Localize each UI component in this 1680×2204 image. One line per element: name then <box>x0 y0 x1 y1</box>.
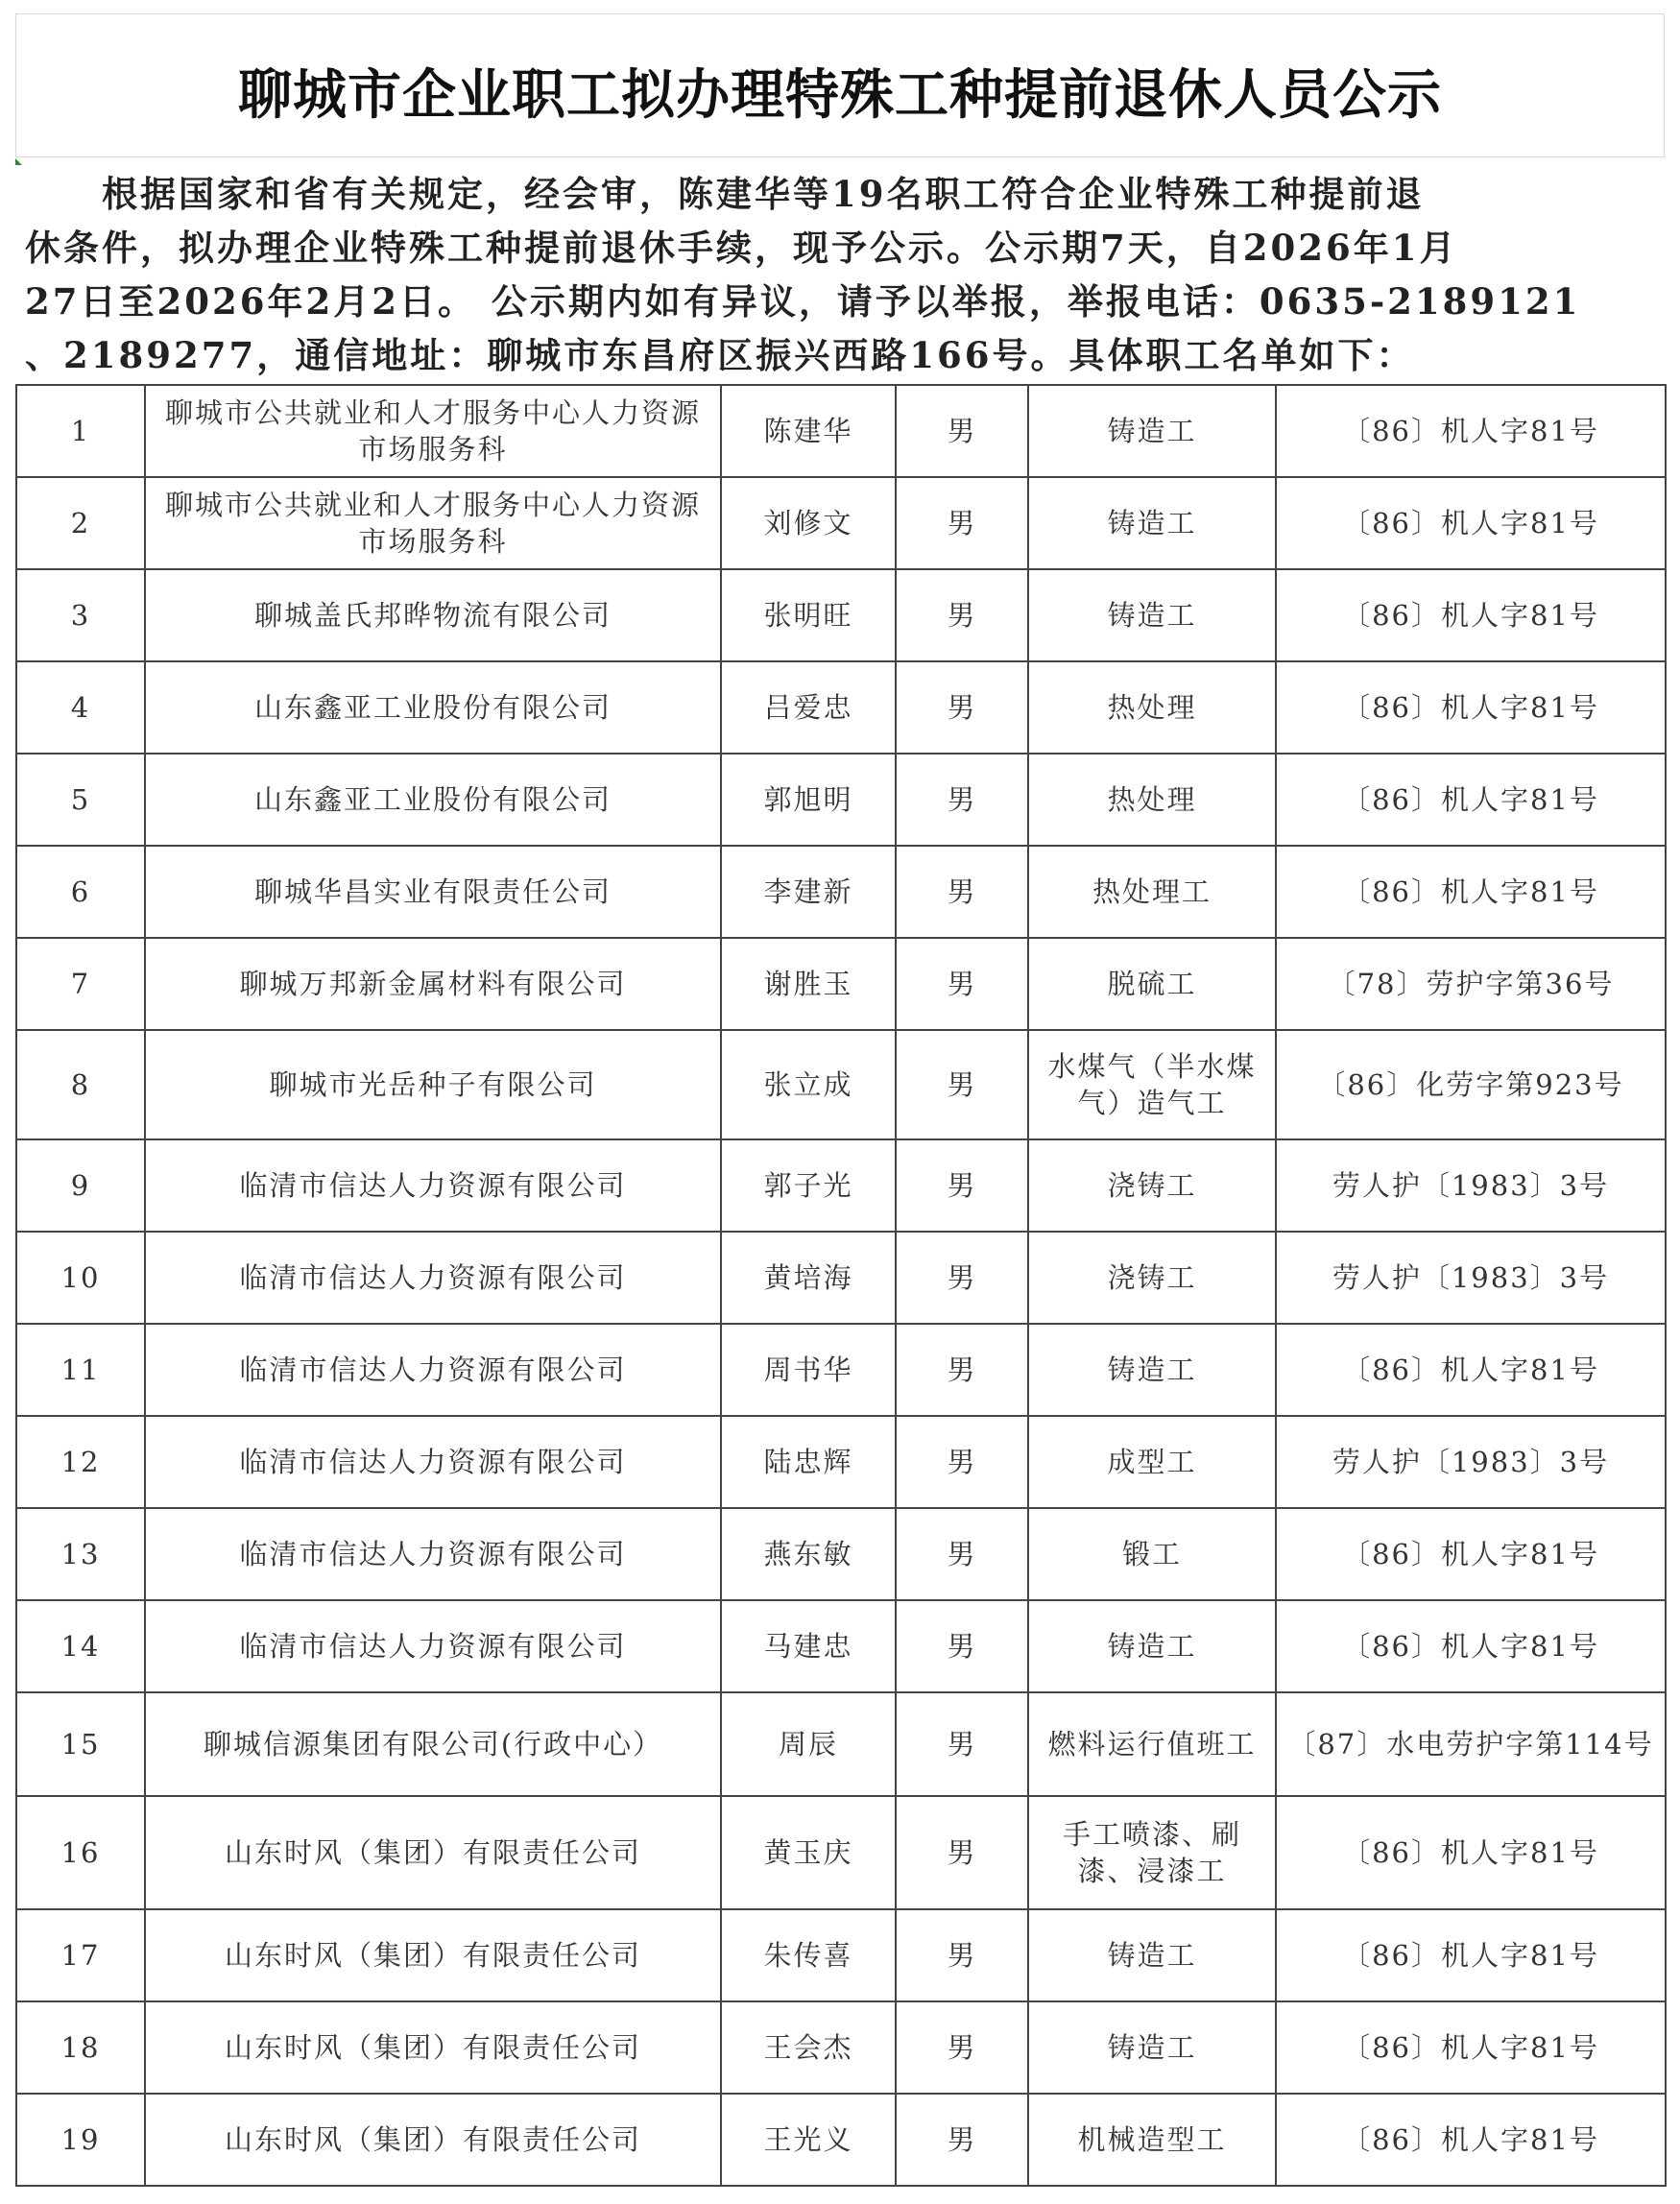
row-number: 15 <box>16 1692 145 1796</box>
policy-doc-cell: 〔86〕机人字81号 <box>1276 661 1666 754</box>
policy-doc-cell: 〔78〕劳护字第36号 <box>1276 938 1666 1030</box>
gender-cell: 男 <box>896 1909 1028 2001</box>
employer-cell: 山东时风（集团）有限责任公司 <box>145 2001 721 2094</box>
employer-cell: 聊城市公共就业和人才服务中心人力资源市场服务科 <box>145 477 721 569</box>
policy-doc-cell: 〔86〕机人字81号 <box>1276 1324 1666 1416</box>
employee-name: 黄培海 <box>721 1232 896 1324</box>
policy-doc-cell: 〔86〕机人字81号 <box>1276 1796 1666 1909</box>
job-type-cell: 脱硫工 <box>1028 938 1276 1030</box>
intro-line: 休条件，拟办理企业特殊工种提前退休手续，现予公示。公示期7天，自2026年1月 <box>25 227 1458 269</box>
gender-cell: 男 <box>896 1232 1028 1324</box>
employee-name: 王光义 <box>721 2094 896 2186</box>
gender-cell: 男 <box>896 569 1028 661</box>
gender-cell: 男 <box>896 1139 1028 1232</box>
retiree-table <box>15 384 1667 2187</box>
employer-cell: 聊城万邦新金属材料有限公司 <box>145 938 721 1030</box>
gender-cell: 男 <box>896 385 1028 477</box>
row-number: 1 <box>16 385 145 477</box>
table-row <box>16 477 1666 569</box>
employee-name: 刘修文 <box>721 477 896 569</box>
employee-name: 周辰 <box>721 1692 896 1796</box>
policy-doc-cell: 〔86〕机人字81号 <box>1276 1600 1666 1692</box>
gender-cell: 男 <box>896 1416 1028 1508</box>
employer-cell: 临清市信达人力资源有限公司 <box>145 1232 721 1324</box>
table-row <box>16 1030 1666 1139</box>
row-number: 19 <box>16 2094 145 2186</box>
employee-name: 燕东敏 <box>721 1508 896 1600</box>
employee-name: 陈建华 <box>721 385 896 477</box>
row-number: 8 <box>16 1030 145 1139</box>
row-number: 2 <box>16 477 145 569</box>
row-number: 10 <box>16 1232 145 1324</box>
policy-doc-cell: 〔86〕机人字81号 <box>1276 569 1666 661</box>
row-number: 13 <box>16 1508 145 1600</box>
gender-cell: 男 <box>896 1600 1028 1692</box>
table-row <box>16 1232 1666 1324</box>
job-type-cell: 手工喷漆、刷漆、浸漆工 <box>1028 1796 1276 1909</box>
gender-cell: 男 <box>896 1796 1028 1909</box>
table-row <box>16 1139 1666 1232</box>
job-type-cell: 铸造工 <box>1028 1909 1276 2001</box>
policy-doc-cell: 〔86〕机人字81号 <box>1276 754 1666 846</box>
job-type-cell: 热处理 <box>1028 754 1276 846</box>
table-row <box>16 754 1666 846</box>
row-number: 6 <box>16 846 145 938</box>
table-row <box>16 661 1666 754</box>
gender-cell: 男 <box>896 846 1028 938</box>
employee-name: 陆忠辉 <box>721 1416 896 1508</box>
gender-cell: 男 <box>896 754 1028 846</box>
row-number: 17 <box>16 1909 145 2001</box>
job-type-cell: 燃料运行值班工 <box>1028 1692 1276 1796</box>
job-type-cell: 成型工 <box>1028 1416 1276 1508</box>
table-row <box>16 1909 1666 2001</box>
employer-cell: 临清市信达人力资源有限公司 <box>145 1508 721 1600</box>
job-type-cell: 铸造工 <box>1028 385 1276 477</box>
intro-line: 根据国家和省有关规定，经会审，陈建华等19名职工符合企业特殊工种提前退 <box>25 173 1425 215</box>
row-number: 9 <box>16 1139 145 1232</box>
policy-doc-cell: 〔86〕机人字81号 <box>1276 477 1666 569</box>
table-row <box>16 1600 1666 1692</box>
job-type-cell: 铸造工 <box>1028 569 1276 661</box>
employee-name: 谢胜玉 <box>721 938 896 1030</box>
employer-cell: 聊城华昌实业有限责任公司 <box>145 846 721 938</box>
table-row <box>16 1692 1666 1796</box>
employee-name: 郭子光 <box>721 1139 896 1232</box>
employer-cell: 山东时风（集团）有限责任公司 <box>145 2094 721 2186</box>
gender-cell: 男 <box>896 1324 1028 1416</box>
employer-cell: 山东鑫亚工业股份有限公司 <box>145 754 721 846</box>
policy-doc-cell: 劳人护〔1983〕3号 <box>1276 1416 1666 1508</box>
table-row <box>16 1416 1666 1508</box>
policy-doc-cell: 〔86〕机人字81号 <box>1276 2001 1666 2094</box>
employee-name: 马建忠 <box>721 1600 896 1692</box>
employer-cell: 临清市信达人力资源有限公司 <box>145 1416 721 1508</box>
row-number: 3 <box>16 569 145 661</box>
table-row <box>16 385 1666 477</box>
employer-cell: 临清市信达人力资源有限公司 <box>145 1139 721 1232</box>
employee-name: 张立成 <box>721 1030 896 1139</box>
employer-cell: 聊城盖氏邦晔物流有限公司 <box>145 569 721 661</box>
table-row <box>16 569 1666 661</box>
row-number: 4 <box>16 661 145 754</box>
policy-doc-cell: 劳人护〔1983〕3号 <box>1276 1232 1666 1324</box>
job-type-cell: 水煤气（半水煤气）造气工 <box>1028 1030 1276 1139</box>
row-number: 12 <box>16 1416 145 1508</box>
employee-name: 周书华 <box>721 1324 896 1416</box>
policy-doc-cell: 〔86〕机人字81号 <box>1276 846 1666 938</box>
job-type-cell: 铸造工 <box>1028 1324 1276 1416</box>
employer-cell: 山东鑫亚工业股份有限公司 <box>145 661 721 754</box>
page-title: 聊城市企业职工拟办理特殊工种提前退休人员公示 <box>238 64 1442 127</box>
table-row <box>16 1508 1666 1600</box>
employer-cell: 聊城信源集团有限公司(行政中心） <box>145 1692 721 1796</box>
employer-cell: 聊城市光岳种子有限公司 <box>145 1030 721 1139</box>
employer-cell: 聊城市公共就业和人才服务中心人力资源市场服务科 <box>145 385 721 477</box>
policy-doc-cell: 〔87〕水电劳护字第114号 <box>1276 1692 1666 1796</box>
row-number: 7 <box>16 938 145 1030</box>
row-number: 11 <box>16 1324 145 1416</box>
job-type-cell: 铸造工 <box>1028 1600 1276 1692</box>
row-number: 5 <box>16 754 145 846</box>
title-banner <box>15 13 1665 157</box>
policy-doc-cell: 〔86〕机人字81号 <box>1276 1909 1666 2001</box>
policy-doc-cell: 〔86〕机人字81号 <box>1276 2094 1666 2186</box>
table-row <box>16 938 1666 1030</box>
employer-cell: 临清市信达人力资源有限公司 <box>145 1600 721 1692</box>
employee-name: 王会杰 <box>721 2001 896 2094</box>
employee-name: 黄玉庆 <box>721 1796 896 1909</box>
employer-cell: 临清市信达人力资源有限公司 <box>145 1324 721 1416</box>
row-number: 16 <box>16 1796 145 1909</box>
table-row <box>16 1796 1666 1909</box>
intro-paragraph <box>25 167 1657 382</box>
gender-cell: 男 <box>896 938 1028 1030</box>
gender-cell: 男 <box>896 661 1028 754</box>
job-type-cell: 铸造工 <box>1028 2001 1276 2094</box>
policy-doc-cell: 〔86〕机人字81号 <box>1276 385 1666 477</box>
table-row <box>16 846 1666 938</box>
table-row <box>16 2001 1666 2094</box>
employee-name: 张明旺 <box>721 569 896 661</box>
employee-name: 郭旭明 <box>721 754 896 846</box>
gender-cell: 男 <box>896 2094 1028 2186</box>
row-number: 14 <box>16 1600 145 1692</box>
employer-cell: 山东时风（集团）有限责任公司 <box>145 1909 721 2001</box>
employee-name: 朱传喜 <box>721 1909 896 2001</box>
job-type-cell: 机械造型工 <box>1028 2094 1276 2186</box>
policy-doc-cell: 〔86〕化劳字第923号 <box>1276 1030 1666 1139</box>
notice-sheet <box>15 13 1665 2189</box>
intro-line: 27日至2026年2月2日。 公示期内如有异议，请予以举报，举报电话：0635-2189121 <box>25 280 1581 323</box>
retiree-table-body <box>16 385 1666 2186</box>
gender-cell: 男 <box>896 477 1028 569</box>
job-type-cell: 热处理工 <box>1028 846 1276 938</box>
row-number: 18 <box>16 2001 145 2094</box>
employer-cell: 山东时风（集团）有限责任公司 <box>145 1796 721 1909</box>
job-type-cell: 浇铸工 <box>1028 1232 1276 1324</box>
gender-cell: 男 <box>896 1508 1028 1600</box>
employee-name: 吕爱忠 <box>721 661 896 754</box>
job-type-cell: 锻工 <box>1028 1508 1276 1600</box>
policy-doc-cell: 劳人护〔1983〕3号 <box>1276 1139 1666 1232</box>
gender-cell: 男 <box>896 1030 1028 1139</box>
table-row <box>16 1324 1666 1416</box>
intro-line: 、2189277，通信地址：聊城市东昌府区振兴西路166号。具体职工名单如下： <box>25 334 1415 376</box>
job-type-cell: 浇铸工 <box>1028 1139 1276 1232</box>
cell-corner-marker <box>15 158 22 165</box>
table-row <box>16 2094 1666 2186</box>
job-type-cell: 铸造工 <box>1028 477 1276 569</box>
gender-cell: 男 <box>896 1692 1028 1796</box>
gender-cell: 男 <box>896 2001 1028 2094</box>
employee-name: 李建新 <box>721 846 896 938</box>
policy-doc-cell: 〔86〕机人字81号 <box>1276 1508 1666 1600</box>
job-type-cell: 热处理 <box>1028 661 1276 754</box>
